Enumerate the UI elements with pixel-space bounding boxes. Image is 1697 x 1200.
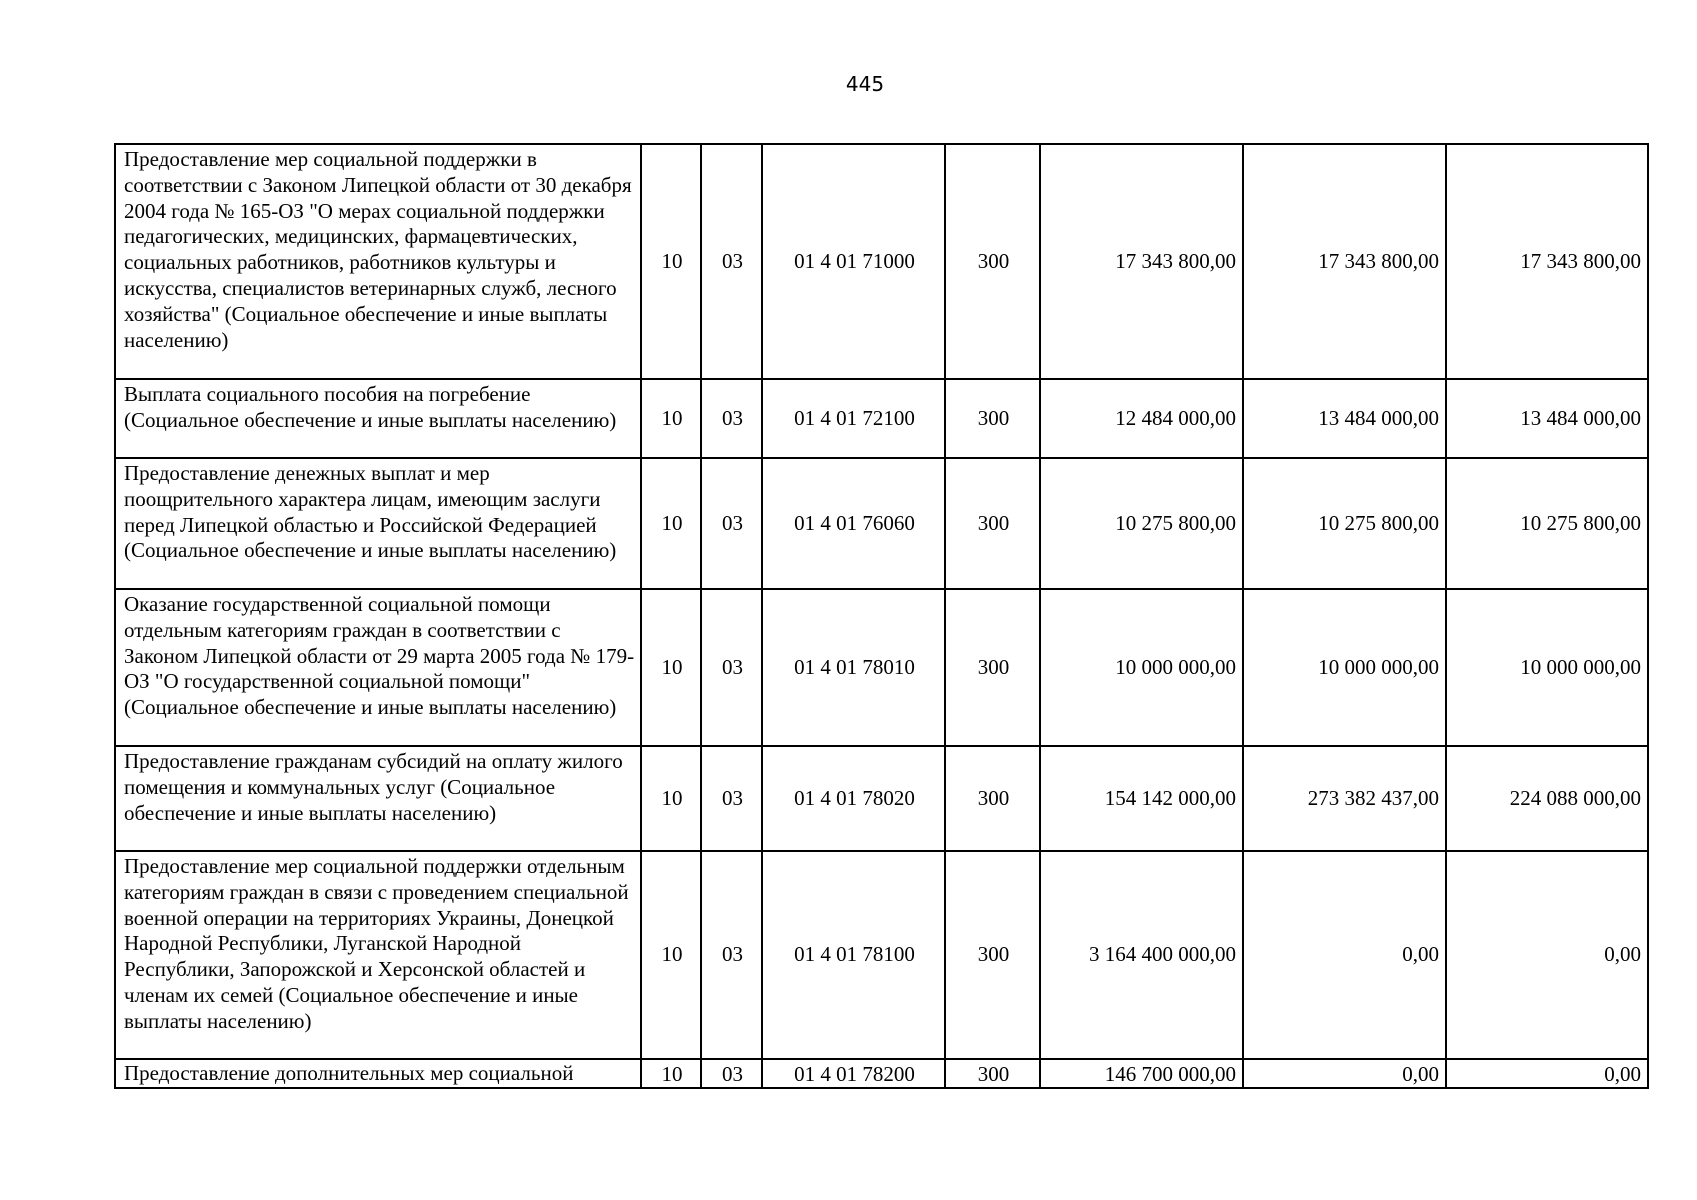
- amount-year-3: 10 275 800,00: [1446, 458, 1648, 589]
- page-number: 445: [845, 72, 885, 96]
- amount-year-2: 273 382 437,00: [1243, 746, 1446, 851]
- section-code: 10: [641, 746, 701, 851]
- expense-type-code: 300: [945, 458, 1040, 589]
- amount-year-2: 17 343 800,00: [1243, 144, 1446, 379]
- amount-year-3: 224 088 000,00: [1446, 746, 1648, 851]
- amount-year-1: 17 343 800,00: [1040, 144, 1243, 379]
- amount-year-2: 10 275 800,00: [1243, 458, 1446, 589]
- row-description: Предоставление мер социальной поддержки в соответствии с Законом Липецкой области от 30 декабря 2004 года № 165-ОЗ "О мерах социальной поддержки педагогических, медицинских, фармацевтических, социальных работников, работников культуры и искусства, специалистов ветеринарных служб, лесного хозяйства" (Социальное обеспечение и иные выплаты населению): [115, 144, 641, 379]
- table-row: [115, 746, 1648, 851]
- table-row: [115, 589, 1648, 746]
- subsection-code: 03: [701, 746, 762, 851]
- section-code: 10: [641, 379, 701, 458]
- amount-year-1: 3 164 400 000,00: [1040, 851, 1243, 1059]
- expense-type-code: 300: [945, 379, 1040, 458]
- row-description: Выплата социального пособия на погребение (Социальное обеспечение и иные выплаты населению): [115, 379, 641, 458]
- section-code: 10: [641, 144, 701, 379]
- amount-year-1: 10 000 000,00: [1040, 589, 1243, 746]
- subsection-code: 03: [701, 379, 762, 458]
- target-article-code: 01 4 01 78200: [762, 1059, 945, 1088]
- amount-year-2: 0,00: [1243, 1059, 1446, 1088]
- section-code: 10: [641, 1059, 701, 1088]
- row-description: Предоставление мер социальной поддержки отдельным категориям граждан в связи с проведением специальной военной операции на территориях Украины, Донецкой Народной Республики, Луганской Народной Республики, Запорожской и Херсонской областей и членам их семей (Социальное обеспечение и иные выплаты населению): [115, 851, 641, 1059]
- section-code: 10: [641, 851, 701, 1059]
- table-row: [115, 144, 1648, 379]
- amount-year-2: 10 000 000,00: [1243, 589, 1446, 746]
- table-row: [115, 851, 1648, 1059]
- expense-type-code: 300: [945, 746, 1040, 851]
- subsection-code: 03: [701, 851, 762, 1059]
- section-code: 10: [641, 589, 701, 746]
- subsection-code: 03: [701, 458, 762, 589]
- amount-year-1: 146 700 000,00: [1040, 1059, 1243, 1088]
- expense-type-code: 300: [945, 589, 1040, 746]
- target-article-code: 01 4 01 78020: [762, 746, 945, 851]
- expense-type-code: 300: [945, 1059, 1040, 1088]
- subsection-code: 03: [701, 589, 762, 746]
- row-description: Предоставление гражданам субсидий на оплату жилого помещения и коммунальных услуг (Социальное обеспечение и иные выплаты населению): [115, 746, 641, 851]
- budget-table: [114, 143, 1649, 1089]
- amount-year-3: 13 484 000,00: [1446, 379, 1648, 458]
- amount-year-3: 0,00: [1446, 851, 1648, 1059]
- row-description: Предоставление денежных выплат и мер поощрительного характера лицам, имеющим заслуги перед Липецкой областью и Российской Федерацией (Социальное обеспечение и иные выплаты населению): [115, 458, 641, 589]
- amount-year-3: 10 000 000,00: [1446, 589, 1648, 746]
- target-article-code: 01 4 01 76060: [762, 458, 945, 589]
- amount-year-2: 0,00: [1243, 851, 1446, 1059]
- amount-year-3: 17 343 800,00: [1446, 144, 1648, 379]
- amount-year-1: 12 484 000,00: [1040, 379, 1243, 458]
- subsection-code: 03: [701, 1059, 762, 1088]
- table-row: [115, 1059, 1648, 1088]
- target-article-code: 01 4 01 78100: [762, 851, 945, 1059]
- amount-year-3: 0,00: [1446, 1059, 1648, 1088]
- amount-year-1: 10 275 800,00: [1040, 458, 1243, 589]
- target-article-code: 01 4 01 78010: [762, 589, 945, 746]
- subsection-code: 03: [701, 144, 762, 379]
- row-description: Предоставление дополнительных мер социальной: [115, 1059, 641, 1088]
- target-article-code: 01 4 01 72100: [762, 379, 945, 458]
- target-article-code: 01 4 01 71000: [762, 144, 945, 379]
- table-row: [115, 379, 1648, 458]
- expense-type-code: 300: [945, 144, 1040, 379]
- section-code: 10: [641, 458, 701, 589]
- amount-year-1: 154 142 000,00: [1040, 746, 1243, 851]
- expense-type-code: 300: [945, 851, 1040, 1059]
- table-row: [115, 458, 1648, 589]
- row-description: Оказание государственной социальной помощи отдельным категориям граждан в соответствии с Законом Липецкой области от 29 марта 2005 года № 179-ОЗ "О государственной социальной помощи" (Социальное обеспечение и иные выплаты населению): [115, 589, 641, 746]
- amount-year-2: 13 484 000,00: [1243, 379, 1446, 458]
